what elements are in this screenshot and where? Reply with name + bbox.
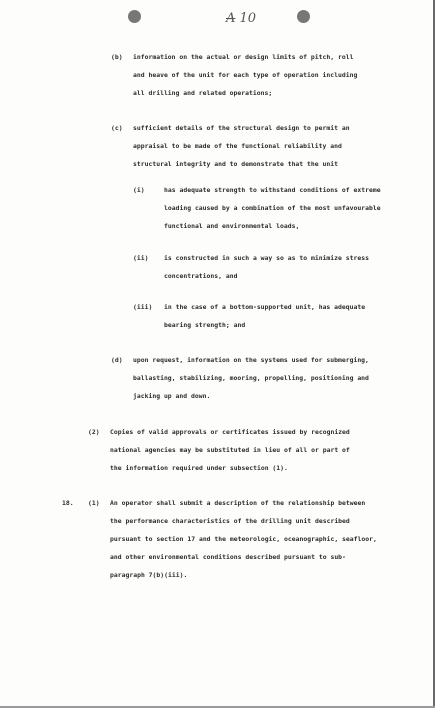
item-c-ii-label: (ii) — [133, 254, 149, 262]
subsection-2-line-1: Copies of valid approvals or certificates issued by recognized — [110, 428, 350, 436]
section-18-number: 18. — [62, 499, 74, 507]
page-number-value: 10 — [239, 11, 257, 26]
subsection-2-line-3: the information required under subsection (1). — [110, 464, 288, 472]
section-18-line-3: pursuant to section 17 and the meteorologic, oceanographic, seafloor, — [110, 535, 377, 543]
item-c-ii-line-2: concentrations, and — [164, 272, 238, 280]
subsection-2-line-2: national agencies may be substituted in lieu of all or part of — [110, 446, 350, 454]
item-c-iii-line-2: bearing strength; and — [164, 321, 246, 329]
page-number-struck: A — [226, 11, 236, 26]
item-b-line-3: all drilling and related operations; — [133, 89, 273, 97]
punch-hole-left — [128, 10, 141, 23]
item-d-line-3: jacking up and down. — [133, 392, 211, 400]
item-c-line-1: sufficient details of the structural design to permit an — [133, 124, 350, 132]
item-c-i-line-3: functional and environmental loads, — [164, 222, 300, 230]
section-18-line-5: paragraph 7(b)(iii). — [110, 571, 188, 579]
subsection-2-label: (2) — [88, 428, 100, 436]
item-d-line-1: upon request, information on the systems used for submerging, — [133, 356, 369, 364]
punch-hole-right — [297, 10, 310, 23]
section-18-line-4: and other environmental conditions described pursuant to sub- — [110, 553, 346, 561]
item-d-label: (d) — [111, 356, 123, 364]
item-c-label: (c) — [111, 124, 123, 132]
item-c-line-2: appraisal to be made of the functional reliability and — [133, 142, 342, 150]
item-b-line-2: and heave of the unit for each type of operation including — [133, 71, 358, 79]
item-c-ii-line-1: is constructed in such a way so as to minimize stress — [164, 254, 369, 262]
item-d-line-2: ballasting, stabilizing, mooring, propelling, positioning and — [133, 374, 369, 382]
section-18-line-1: An operator shall submit a description of the relationship between — [110, 499, 366, 507]
item-c-iii-line-1: in the case of a bottom-supported unit, has adequate — [164, 303, 366, 311]
item-c-iii-label: (iii) — [133, 303, 153, 311]
item-c-line-3: structural integrity and to demonstrate that the unit — [133, 160, 338, 168]
page-number — [226, 11, 256, 26]
item-c-i-line-1: has adequate strength to withstand conditions of extreme — [164, 186, 381, 194]
item-c-i-line-2: loading caused by a combination of the most unfavourable — [164, 204, 381, 212]
section-18-label: (1) — [88, 499, 100, 507]
section-18-line-2: the performance characteristics of the drilling unit described — [110, 517, 350, 525]
item-c-i-label: (i) — [133, 186, 145, 194]
item-b-line-1: information on the actual or design limits of pitch, roll — [133, 53, 354, 61]
item-b-label: (b) — [111, 53, 123, 61]
